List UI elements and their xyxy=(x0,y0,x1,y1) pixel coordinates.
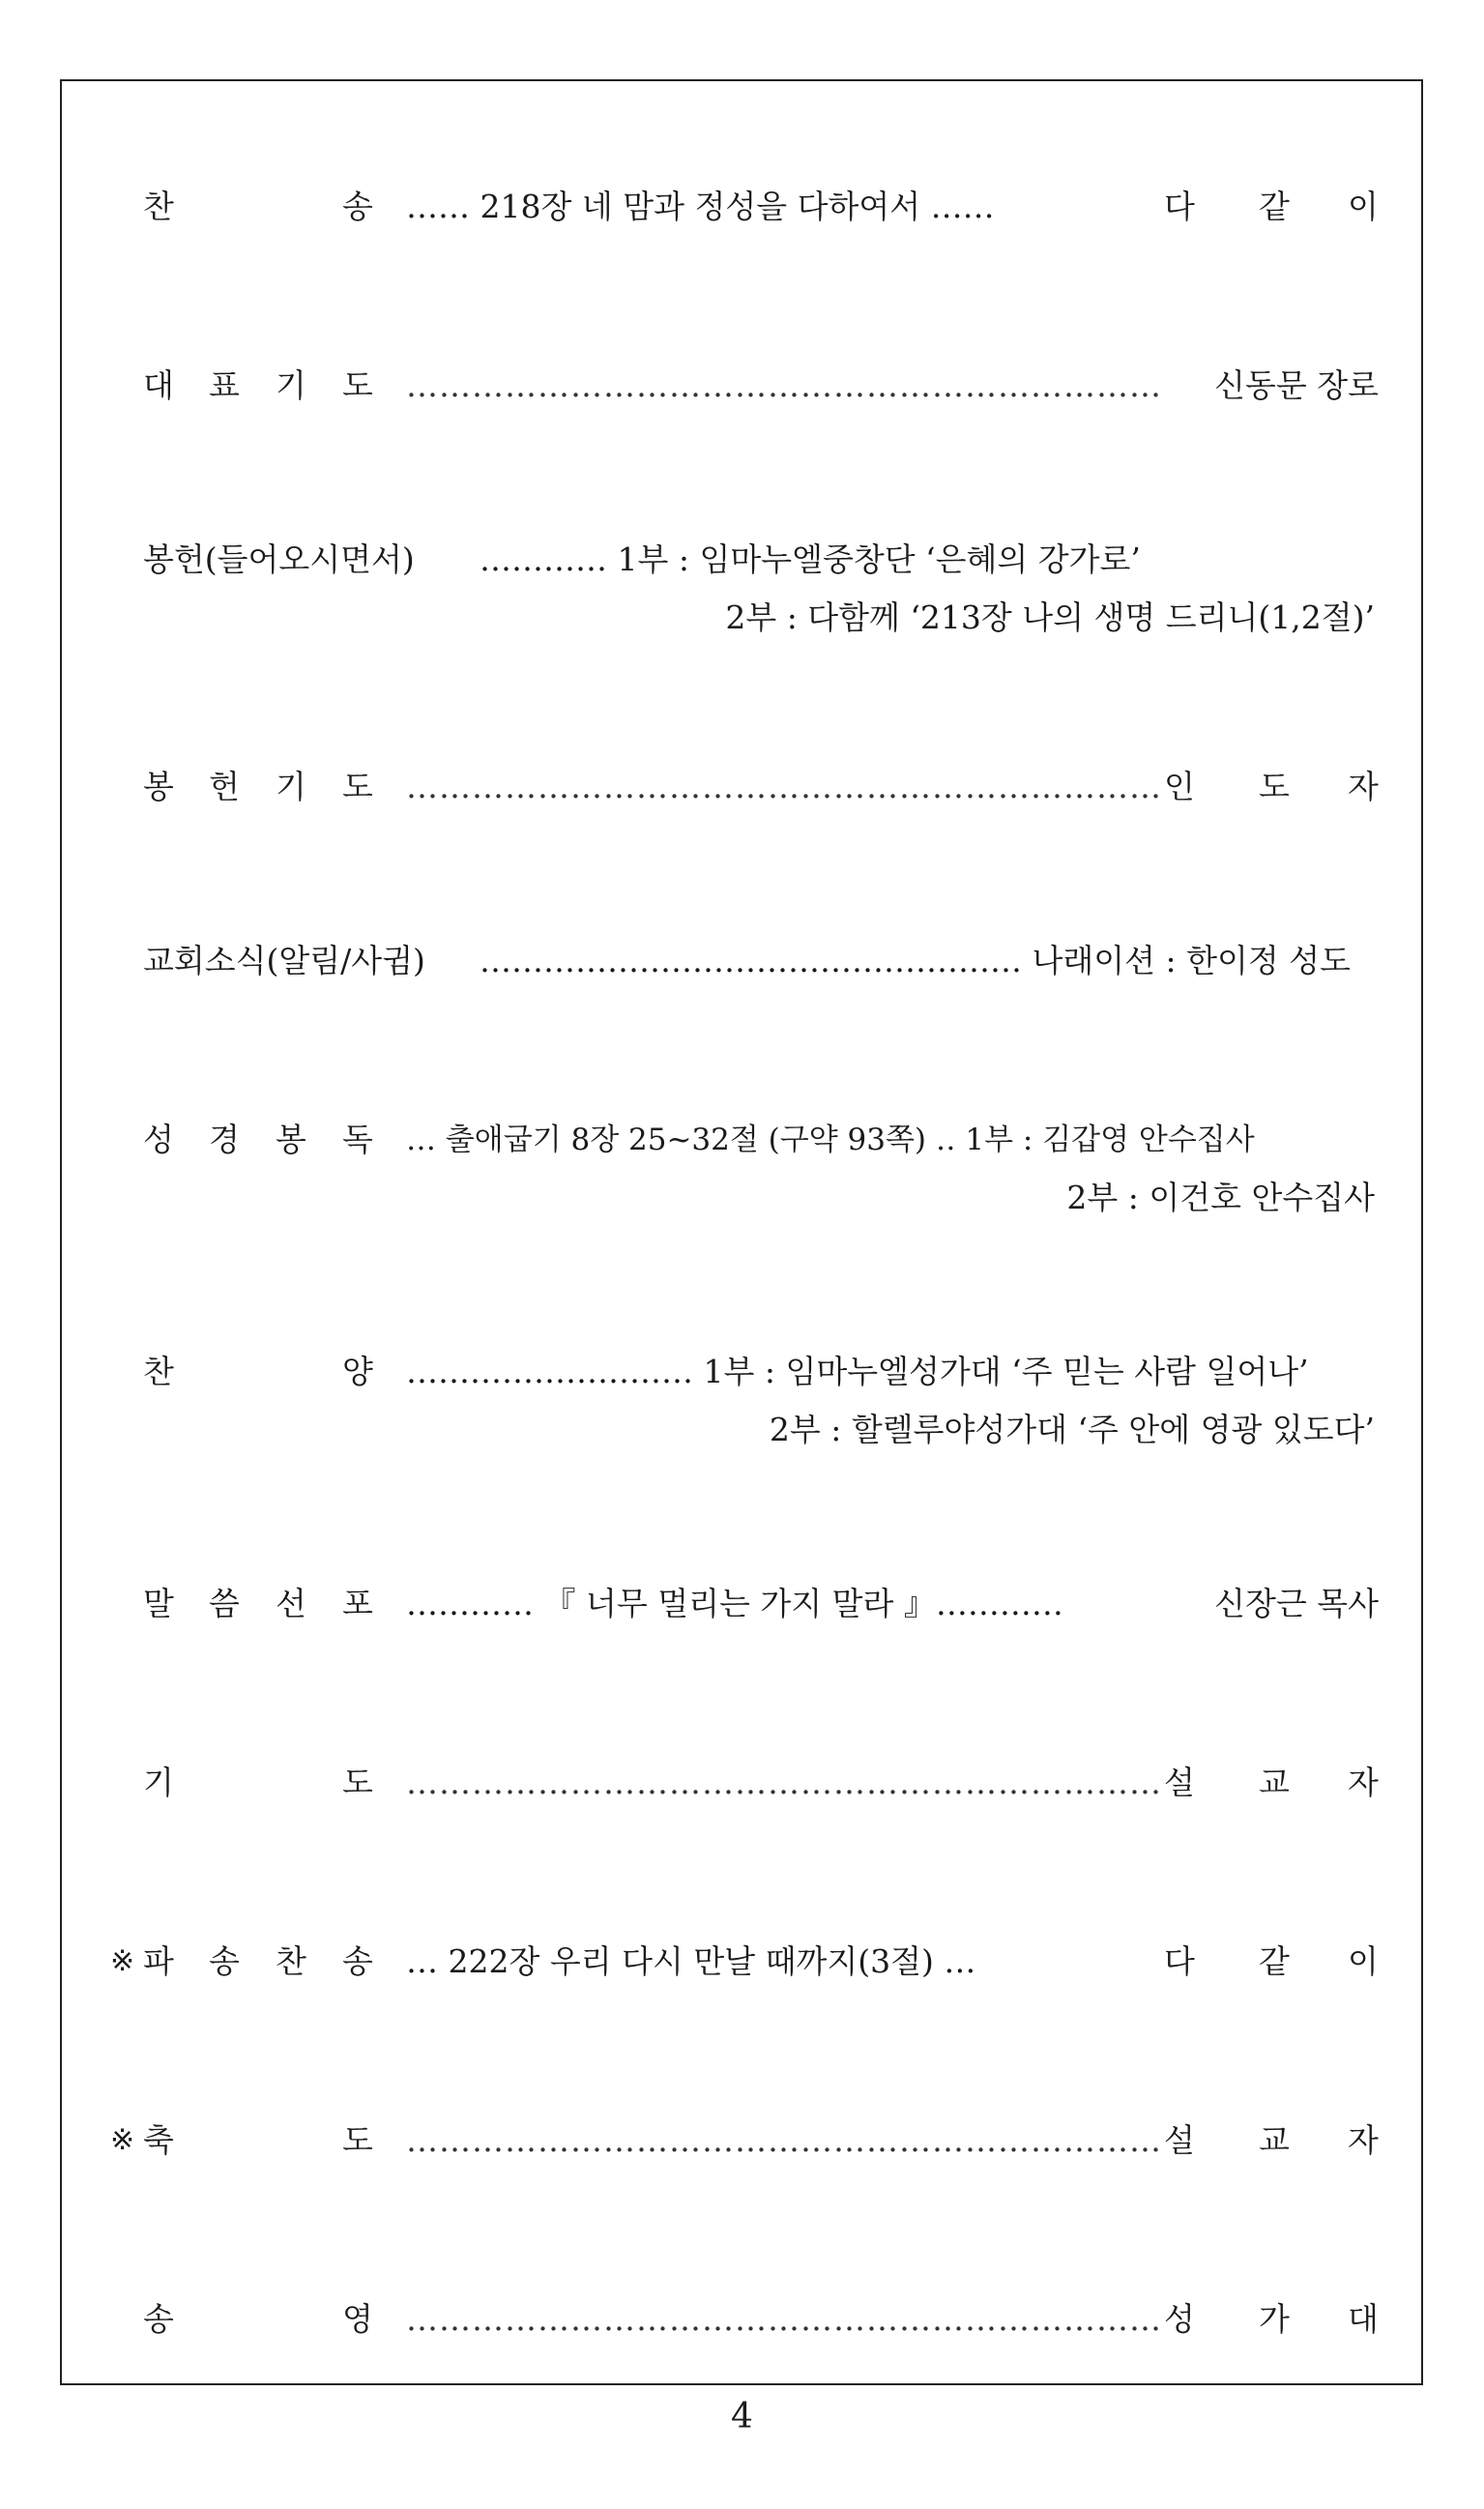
label-char: 찬 xyxy=(276,1942,306,1980)
program-item-doxology xyxy=(62,2290,1421,2349)
item-content: ………… 1부 : 임마누엘중창단 ‘은혜의 강가로’ xyxy=(480,540,1141,578)
label-char: 송 xyxy=(342,1942,373,1980)
label-char: 도 xyxy=(342,768,373,805)
label-char: 파 xyxy=(143,1942,174,1980)
leader-char: 교 xyxy=(1259,1764,1290,1801)
label-char: 기 xyxy=(276,366,306,404)
leader-name: 신동문 장로 xyxy=(1214,366,1379,404)
label-char: 축 xyxy=(143,2121,174,2159)
item-leader xyxy=(1158,1754,1379,1812)
standing-mark: ※ xyxy=(110,1944,135,1978)
item-content: … 출애굽기 8장 25~32절 (구약 93쪽) ‥ 1부 : 김갑영 안수집사 xyxy=(406,1123,1255,1157)
label-char: 송 xyxy=(209,1942,240,1980)
label-char: 봉 xyxy=(143,768,174,805)
leader-char: 인 xyxy=(1164,768,1195,805)
leader-char: 자 xyxy=(1348,768,1379,805)
leader-char: 설 xyxy=(1164,2121,1195,2159)
item-label xyxy=(143,178,433,236)
program-item-sermon xyxy=(62,1575,1421,1633)
item-label xyxy=(143,1754,433,1812)
label-char: 말 xyxy=(143,1585,174,1622)
label-char: 기 xyxy=(143,1764,174,1801)
item-content: …… 218장 네 맘과 정성을 다하여서 …… xyxy=(406,188,995,225)
item-label xyxy=(110,2112,433,2170)
label-char: 찬 xyxy=(143,1353,174,1390)
label-char: 헌 xyxy=(209,768,240,805)
leader-char: 같 xyxy=(1259,188,1290,225)
item-leader xyxy=(1158,2290,1379,2349)
label-char: 씀 xyxy=(209,1585,240,1622)
item-content: …………………………………………… 나래이션 : 한이정 성도 xyxy=(480,942,1351,979)
label-char: 양 xyxy=(342,1353,373,1390)
standing-mark: ※ xyxy=(110,2123,135,2157)
program-item-church-news xyxy=(62,932,1421,990)
leader-char: 자 xyxy=(1348,1764,1379,1801)
item-label xyxy=(143,758,433,816)
item-content: ……………………… 1부 : 임마누엘성가대 ‘주 믿는 사람 일어나’ xyxy=(406,1353,1309,1390)
item-leader xyxy=(1158,357,1379,415)
item-label xyxy=(110,1933,433,1991)
leader-char: 가 xyxy=(1259,2300,1290,2338)
program-item-benediction xyxy=(62,2112,1421,2170)
label-char: 도 xyxy=(342,1764,373,1801)
label-char: 독 xyxy=(342,1121,373,1158)
program-item-offering-prayer xyxy=(62,758,1421,816)
item-dots: …………………………………………………………… xyxy=(406,2300,1162,2338)
label-char: 송 xyxy=(143,2300,174,2338)
label-char: 도 xyxy=(342,366,373,404)
label-char: 포 xyxy=(342,1585,373,1622)
leader-char: 이 xyxy=(1348,1942,1379,1980)
item-leader xyxy=(1158,2112,1379,2170)
leader-char: 다 xyxy=(1164,188,1195,225)
program-frame xyxy=(60,79,1423,2385)
leader-char: 성 xyxy=(1164,2300,1195,2338)
program-item-scripture-reading-line2 xyxy=(62,1169,1421,1227)
program-item-choir xyxy=(62,1343,1421,1401)
item-label xyxy=(143,1575,433,1633)
leader-char: 도 xyxy=(1259,768,1290,805)
item-label xyxy=(143,2290,433,2349)
label-text: 봉헌(들어오시면서) xyxy=(143,540,415,578)
page-number: 4 xyxy=(731,2397,753,2436)
item-content: … 222장 우리 다시 만날 때까지(3절) … xyxy=(406,1942,976,1980)
label-char: 도 xyxy=(342,2121,373,2159)
leader-char: 같 xyxy=(1259,1942,1290,1980)
label-text: 교회소식(알림/사귐) xyxy=(143,942,425,979)
label-char: 선 xyxy=(276,1585,306,1622)
item-content-line2: 2부 : 할렐루야성가대 ‘주 안에 영광 있도다’ xyxy=(769,1411,1375,1448)
program-item-offering-line2 xyxy=(62,589,1421,647)
item-label xyxy=(143,1111,433,1169)
program-item-scripture-reading xyxy=(62,1111,1421,1169)
label-char: 성 xyxy=(143,1121,174,1158)
item-leader xyxy=(1158,178,1379,236)
program-item-choir-line2 xyxy=(62,1401,1421,1459)
item-label xyxy=(143,357,433,415)
leader-char: 대 xyxy=(1348,2300,1379,2338)
item-dots: …………………………………………………………… xyxy=(406,1764,1162,1801)
item-content-line2: 2부 : 다함께 ‘213장 나의 생명 드리니(1,2절)’ xyxy=(725,598,1375,636)
sermon-title: ………… 『 너무 멀리는 가지 말라 』………… xyxy=(406,1585,1063,1622)
item-content-line2: 2부 : 이건호 안수집사 xyxy=(1066,1179,1375,1216)
item-dots: …………………………………………………………… xyxy=(406,768,1162,805)
item-leader xyxy=(1158,758,1379,816)
label-char: 봉 xyxy=(276,1121,306,1158)
program-item-prayer xyxy=(62,1754,1421,1812)
leader-name: 신장근 목사 xyxy=(1214,1585,1379,1622)
label-char: 표 xyxy=(209,366,240,404)
leader-char: 이 xyxy=(1348,188,1379,225)
leader-char: 설 xyxy=(1164,1764,1195,1801)
item-label xyxy=(143,932,462,990)
item-dots: …………………………………………………………… xyxy=(406,366,1162,404)
program-item-offering xyxy=(62,531,1421,589)
leader-char: 교 xyxy=(1259,2121,1290,2159)
item-dots: …………………………………………………………… xyxy=(406,2121,1162,2159)
item-leader xyxy=(1158,1575,1379,1633)
program-item-sending-hymn xyxy=(62,1933,1421,1991)
item-label xyxy=(143,1343,433,1401)
label-char: 찬 xyxy=(143,188,174,225)
label-char: 대 xyxy=(143,366,174,404)
label-char: 송 xyxy=(342,188,373,225)
program-item-representative-prayer xyxy=(62,357,1421,415)
label-char: 영 xyxy=(342,2300,373,2338)
label-char: 기 xyxy=(276,768,306,805)
item-leader xyxy=(1158,1933,1379,1991)
leader-char: 자 xyxy=(1348,2121,1379,2159)
item-label xyxy=(143,531,462,589)
label-char: 경 xyxy=(209,1121,240,1158)
leader-char: 다 xyxy=(1164,1942,1195,1980)
program-item-hymn xyxy=(62,178,1421,236)
